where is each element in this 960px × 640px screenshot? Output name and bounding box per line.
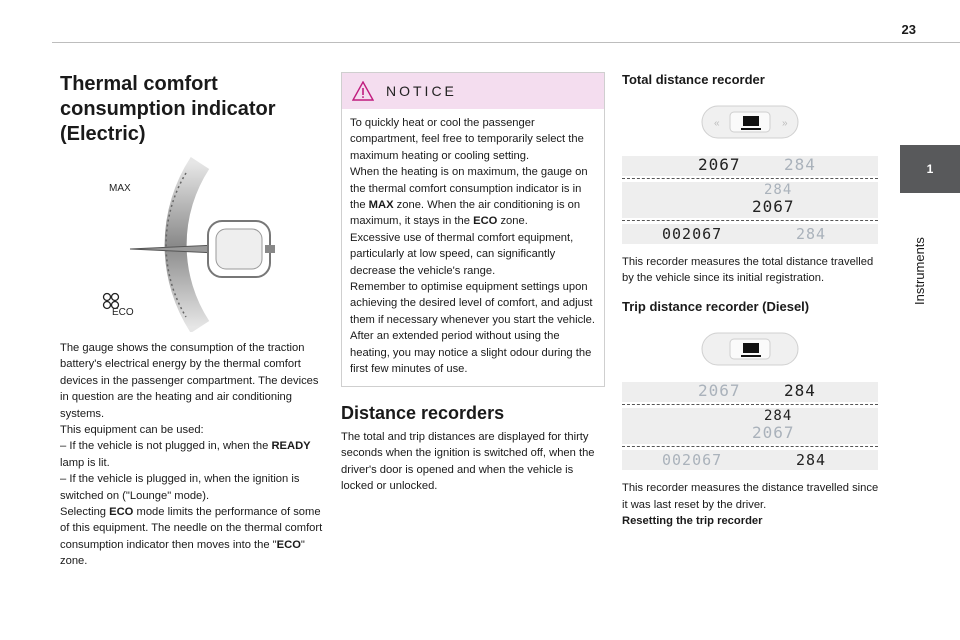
trip-recorder-title: Trip distance recorder (Diesel): [622, 298, 810, 314]
text-run: mode limits the performance of some of this equipment. The needle on the thermal comfort consumption indicator then moves into the ": [60, 506, 323, 551]
notice-text: To quickly heat or cool the passenger compartment, feel free to temporarily select the maximum heating or cooling setting.: [350, 117, 584, 162]
text-run: – If the vehicle is not plugged in, when the: [60, 440, 272, 453]
odo-total-value: 2067: [698, 381, 741, 401]
gauge-eco-label: ECO: [112, 307, 134, 318]
eco-term: ECO: [473, 215, 498, 228]
odo-total-value: 2067: [752, 196, 795, 216]
odo-total-value: 2067: [752, 423, 795, 443]
distance-recorders-text: The total and trip distances are displayed for thirty seconds when the ignition is switched off, when the driver's door is opened and when the vehicle is locked or unlocked.: [341, 430, 595, 493]
notice-header: [342, 73, 604, 109]
odo-trip-value: 284: [784, 381, 816, 401]
gauge-description: The gauge shows the consumption of the traction battery's electrical energy by the thermal comfort devices in the passenger compartment. The devices in question are the heating and air conditioning systems.: [60, 342, 319, 420]
text-run: " zone.: [60, 538, 305, 568]
trip-odometer-display: [622, 382, 878, 470]
chapter-label: [912, 210, 932, 310]
svg-text:«: «: [714, 118, 720, 130]
total-recorder-title: Total distance recorder: [622, 72, 765, 87]
notice-box: [341, 72, 605, 387]
use-case-plugged: – If the vehicle is plugged in, when the ignition is switched on ("Lounge" mode).: [60, 473, 300, 502]
odo-trip-value: 284: [784, 154, 816, 174]
text-run: zone. When the air conditioning is on maximum, it stays in the: [350, 199, 581, 228]
gauge-max-label: MAX: [109, 183, 131, 194]
equipment-use-intro: This equipment can be used:: [60, 424, 204, 437]
thermal-comfort-title: Thermal comfort consumption indicator (Electric): [60, 73, 276, 145]
notice-text: After an extended period without using the heating, you may notice a slight odour during the first few minutes of use.: [350, 330, 592, 376]
page-number: 23: [901, 22, 916, 37]
trip-recorder-text: This recorder measures the distance travelled since it was last reset by the driver.: [622, 482, 879, 511]
text-run: lamp is lit.: [60, 456, 110, 469]
gauge-arc: [176, 163, 200, 327]
odo-trip-value: 284: [764, 181, 793, 198]
chapter-number: 1: [926, 162, 934, 176]
column-recorders: [622, 72, 882, 530]
total-odometer-display: [622, 156, 878, 244]
notice-text: [350, 164, 596, 230]
distance-recorders-title: Distance recorders: [341, 402, 505, 423]
max-term: MAX: [368, 199, 394, 212]
text-run: Selecting: [60, 506, 110, 519]
odo-total-full: 002067: [662, 451, 723, 470]
reset-trip-heading: Resetting the trip recorder: [622, 515, 763, 528]
total-recorder-text: This recorder measures the total distance travelled by the vehicle since its initial registration.: [622, 255, 874, 285]
eco-mode-note: [60, 504, 326, 570]
odo-trip-value: 284: [764, 408, 793, 425]
chapter-label-text: Instruments: [912, 237, 927, 305]
column-notice-distance: [341, 72, 605, 495]
eco-term: ECO: [276, 538, 301, 551]
notice-title: NOTICE: [386, 82, 457, 99]
stalk-button-illustration: [622, 329, 878, 369]
eco-term: ECO: [109, 506, 134, 519]
text-run: When the heating is on maximum, the gauge on the thermal comfort consumption indicator is in the: [350, 166, 588, 212]
use-case-not-plugged: [60, 438, 326, 471]
notice-text: Excessive use of thermal comfort equipment, particularly at low speed, can significantly decrease the vehicle's range.: [350, 231, 574, 277]
column-thermal-comfort: [60, 72, 326, 570]
thermal-gauge-illustration: [60, 157, 326, 332]
svg-text:»: »: [782, 118, 788, 130]
ready-term: READY: [271, 440, 311, 453]
stalk-button-illustration: [622, 102, 878, 142]
odo-trip-value: 284: [796, 224, 827, 243]
text-run: zone.: [497, 215, 528, 228]
header-rule: [52, 42, 960, 43]
chapter-tab[interactable]: [900, 145, 960, 193]
odo-trip-value: 284: [796, 451, 827, 470]
odo-total-full: 002067: [662, 224, 723, 243]
warning-icon: [352, 81, 374, 101]
notice-text: Remember to optimise equipment settings upon achieving the desired level of comfort, and adjust them if necessary whenever you start the vehicle.: [350, 281, 595, 326]
odo-total-value: 2067: [698, 154, 741, 174]
notice-body: [342, 109, 604, 386]
